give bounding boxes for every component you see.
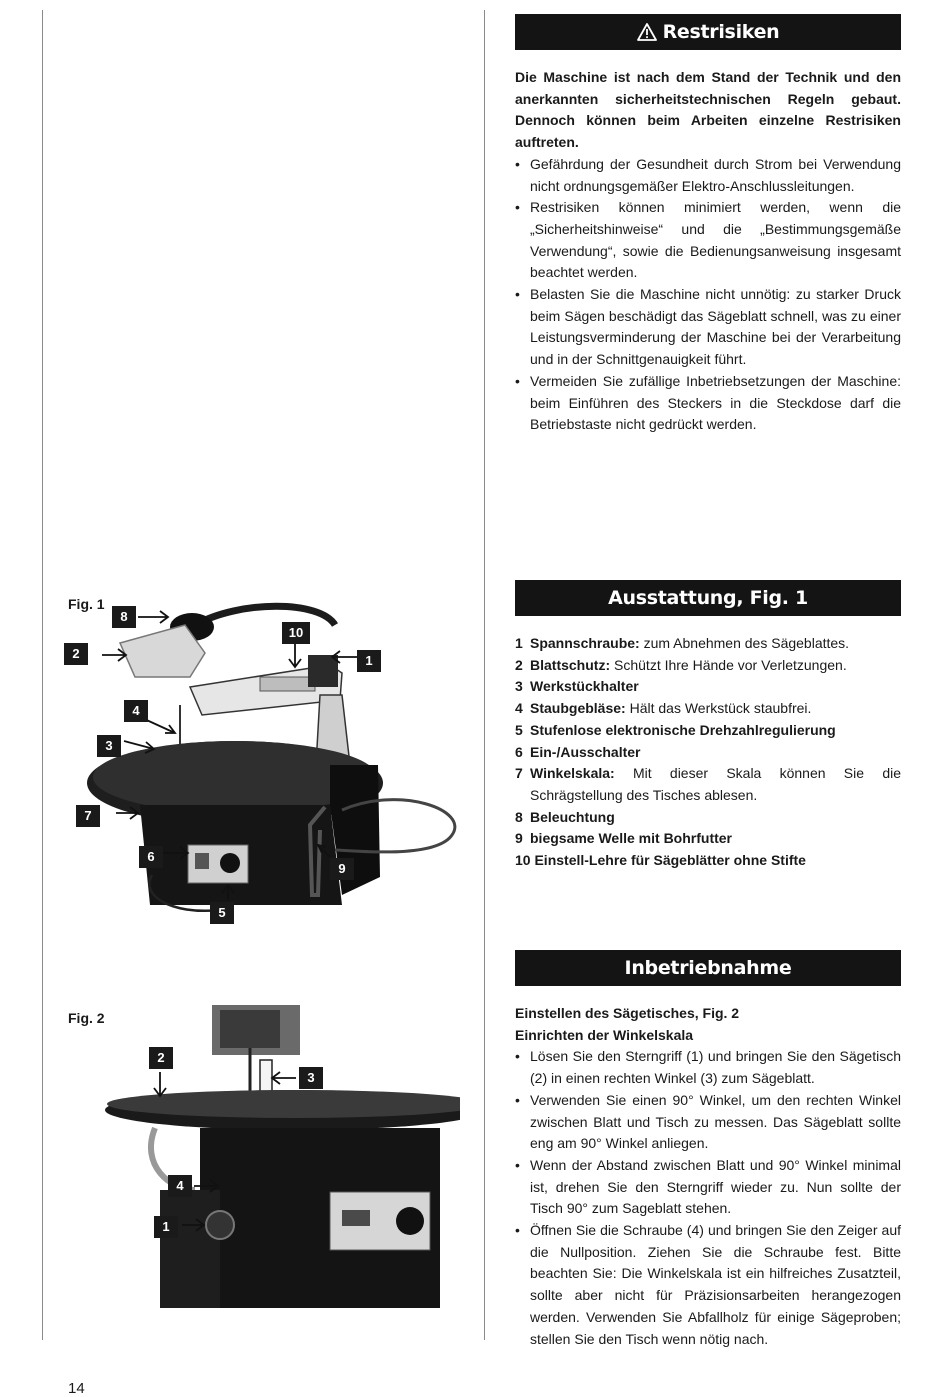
column-divider xyxy=(484,10,485,1340)
fig2-label: Fig. 2 xyxy=(68,1010,105,1026)
equipment-list xyxy=(515,633,901,872)
fig1-callout: 7 xyxy=(76,805,100,827)
list-item: 3 Werkstückhalter xyxy=(515,678,639,695)
subheading: Einstellen des Sägetisches, Fig. 2 xyxy=(515,1005,740,1021)
fig2-callout: 2 xyxy=(149,1047,173,1069)
list-item: • Verwenden Sie einen 90° Winkel, um den rechten Winkel zwischen Blatt und Tisch zu messen. Das Sägeblatt sollte eng am 90° Winkel anliegen. xyxy=(515,1090,901,1155)
list-item: • Belasten Sie die Maschine nicht unnötig: zu starker Druck beim Sägen beschädigt das Sägeblatt schnell, was zu einer Leistungsverminderung der Maschine bei der Verarbeitung und in der Schnittgenauigkeit führt. xyxy=(515,284,901,371)
list-item: 1 Spannschraube: zum Abnehmen des Sägeblattes. xyxy=(515,635,850,651)
list-item: • Vermeiden Sie zufällige Inbetriebsetzungen der Maschine: beim Einführen des Steckers in die Steckdose darf die Betriebstaste nicht gedrückt werden. xyxy=(515,371,901,436)
inbetriebnahme-title: Inbetriebnahme xyxy=(624,957,792,979)
list-item: 9 biegsame Welle mit Bohrfutter xyxy=(515,830,733,847)
list-item: 8 Beleuchtung xyxy=(515,808,615,825)
warning-triangle-icon xyxy=(637,17,657,53)
restrisiken-title: Restrisiken xyxy=(662,21,780,43)
fig1-scroll-saw-photo xyxy=(80,595,465,925)
list-item: 6 Ein-/Ausschalter xyxy=(515,743,641,760)
subheading: Einrichten der Winkelskala xyxy=(515,1026,694,1043)
list-item: 5 Stufenlose elektronische Drehzahlregulierung xyxy=(515,721,836,738)
fig1-callout: 3 xyxy=(97,735,121,757)
restrisiken-heading xyxy=(515,14,901,50)
fig2-callout: 1 xyxy=(154,1216,178,1238)
fig1-callout: 8 xyxy=(112,606,136,628)
fig1-callout: 1 xyxy=(357,650,381,672)
list-item: • Wenn der Abstand zwischen Blatt und 90° Winkel minimal ist, drehen Sie den Sterngriff wieder zu. Nun sollte der Tisch 90° zum Sageblatt stehen. xyxy=(515,1155,901,1220)
fig1-callout: 9 xyxy=(330,858,354,880)
list-item: 4 Staubgebläse: Hält das Werkstück staubfrei. xyxy=(515,700,812,717)
ausstattung-title: Ausstattung, Fig. 1 xyxy=(608,587,808,609)
fig1-callout: 6 xyxy=(139,846,163,868)
list-item: 7 Winkelskala: Mit dieser Skala können Sie die Schrägstellung des Tisches ablesen. xyxy=(515,765,901,803)
restrisiken-list xyxy=(515,154,901,436)
fig1-callout: 5 xyxy=(210,902,234,924)
ausstattung-heading xyxy=(515,580,901,616)
inbetriebnahme-body xyxy=(515,1003,901,1350)
list-item: 2 Blattschutz: Schützt Ihre Hände vor Verletzungen. xyxy=(515,656,847,673)
list-item: • Restrisiken können minimiert werden, wenn die „Sicherheitshinweise“ und die „Bestimmungsgemäße Verwendung“, sowie die Bedienungsanweisung insgesamt beachtet werden. xyxy=(515,197,901,284)
ausstattung-body xyxy=(515,633,901,872)
restrisiken-body xyxy=(515,67,901,436)
fig1-callout: 4 xyxy=(124,700,148,722)
list-item: • Lösen Sie den Sterngriff (1) und bringen Sie den Sägetisch (2) in einen rechten Winkel (3) zum Sägeblatt. xyxy=(515,1046,901,1089)
inbetriebnahme-list xyxy=(515,1046,901,1350)
fig2-callout: 3 xyxy=(299,1067,323,1089)
page-number: 14 xyxy=(68,1380,85,1397)
fig1-callout: 2 xyxy=(64,643,88,665)
fig2-callout: 4 xyxy=(168,1175,192,1197)
left-margin-rule xyxy=(42,10,43,1340)
list-item: • Öffnen Sie die Schraube (4) und bringen Sie den Zeiger auf die Nullposition. Ziehen Sie die Schraube fest. Bitte beachten Sie: Die Winkelskala ist ein hilfreiches Zusatzteil, sollte aber nicht für Präzisionsarbeiten herangezogen werden. Verwenden Sie Abfallholz für einige Sägeproben; stellen Sie den Tisch wenn nötig nach. xyxy=(515,1220,901,1350)
list-item: • Gefährdung der Gesundheit durch Strom bei Verwendung nicht ordnungsgemäßer Elektro-Anschlussleitungen. xyxy=(515,154,901,197)
restrisiken-intro: Die Maschine ist nach dem Stand der Technik und den anerkannten sicherheitstechnischen Regeln gebaut. Dennoch können beim Arbeiten einzelne Restrisiken auftreten. xyxy=(515,69,901,151)
inbetriebnahme-heading xyxy=(515,950,901,986)
fig1-callout: 10 xyxy=(282,622,310,644)
fig1-label: Fig. 1 xyxy=(68,596,105,612)
list-item: 10 Einstell-Lehre für Sägeblätter ohne Stifte xyxy=(515,852,806,869)
